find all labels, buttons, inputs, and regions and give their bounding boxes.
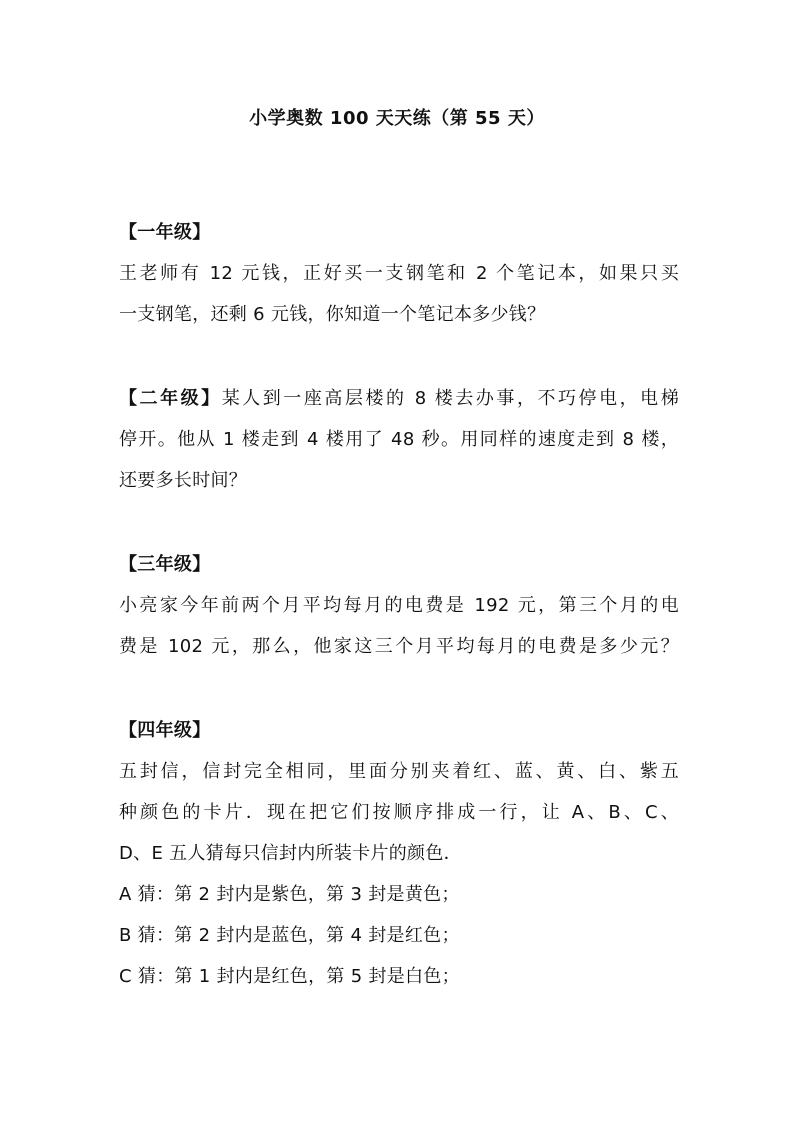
grade3-line-1: 小亮家今年前两个月平均每月的电费是 192 元，第三个月的电 xyxy=(119,595,679,616)
grade2-section xyxy=(119,378,679,501)
spacer xyxy=(119,667,679,710)
grade4-section xyxy=(119,710,679,997)
grade3-line-2: 费是 102 元，那么，他家这三个月平均每月的电费是多少元？ xyxy=(119,636,679,657)
grade4-heading: 【四年级】 xyxy=(119,720,211,741)
grade1-heading: 【一年级】 xyxy=(119,222,211,243)
grade3-section xyxy=(119,544,679,667)
grade4-line-3: D、E 五人猜每只信封内所装卡片的颜色． xyxy=(119,843,462,864)
document-body xyxy=(119,212,679,997)
grade4-line-4: A 猜：第 2 封内是紫色，第 3 封是黄色； xyxy=(119,884,460,905)
grade2-heading: 【二年级】 xyxy=(119,388,222,409)
grade2-line-1-text: 某人到一座高层楼的 8 楼去办事，不巧停电，电梯 xyxy=(221,388,680,409)
grade4-line-1: 五封信，信封完全相同，里面分别夹着红、蓝、黄、白、紫五 xyxy=(119,761,679,782)
spacer xyxy=(119,335,679,378)
grade2-line-2: 停开。他从 1 楼走到 4 楼用了 48 秒。用同样的速度走到 8 楼， xyxy=(119,429,679,450)
grade1-line-1: 王老师有 12 元钱，正好买一支钢笔和 2 个笔记本，如果只买 xyxy=(119,263,679,284)
grade4-line-2: 种颜色的卡片．现在把它们按顺序排成一行，让 A、B、C、 xyxy=(119,802,679,823)
grade4-line-6: C 猜：第 1 封内是红色，第 5 封是白色； xyxy=(119,966,460,987)
grade1-section xyxy=(119,212,679,335)
grade2-line-3: 还要多长时间？ xyxy=(119,470,248,491)
grade3-heading: 【三年级】 xyxy=(119,554,211,575)
grade1-line-2: 一支钢笔，还剩 6 元钱，你知道一个笔记本多少钱？ xyxy=(119,304,546,325)
grade4-line-5: B 猜：第 2 封内是蓝色，第 4 封是红色； xyxy=(119,925,460,946)
page-title: 小学奥数 100 天天练（第 55 天） xyxy=(249,108,545,129)
spacer xyxy=(119,501,679,544)
grade2-line-1 xyxy=(119,378,679,419)
